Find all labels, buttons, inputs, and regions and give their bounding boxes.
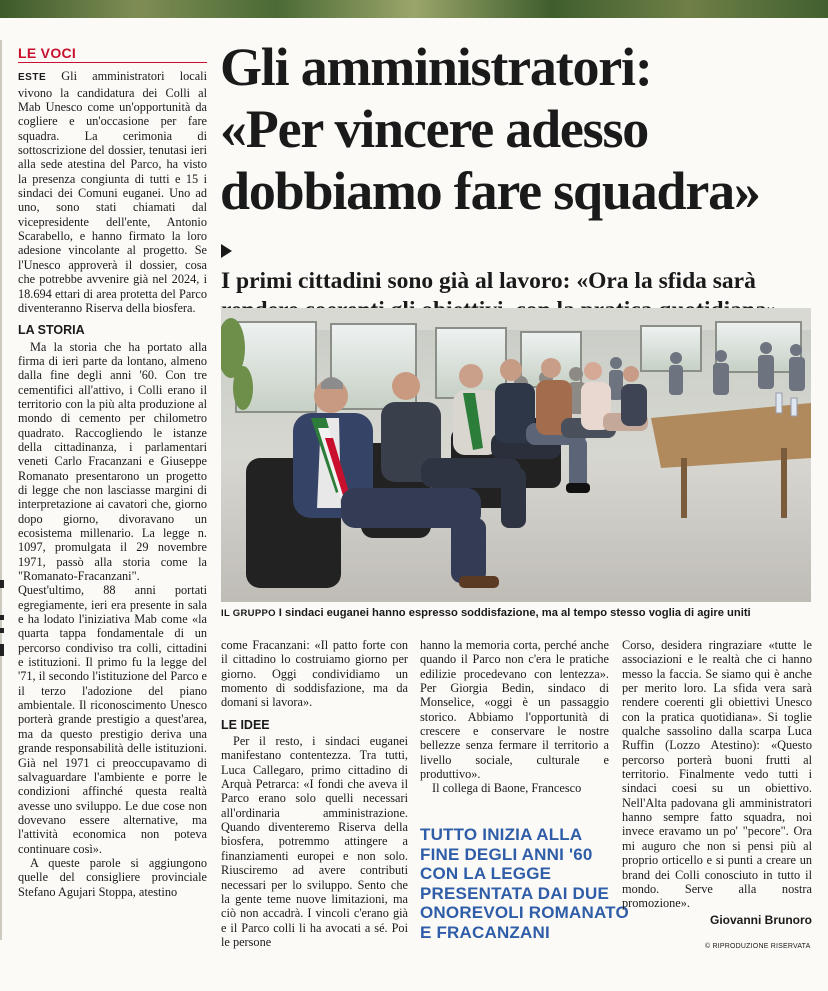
byline: Giovanni Brunoro xyxy=(710,912,812,927)
column-4 xyxy=(622,638,812,927)
pull-quote-line: E FRACANZANI xyxy=(420,922,550,942)
col3-paragraph-2: Il collega di Baone, Francesco xyxy=(432,781,582,796)
intro-paragraph xyxy=(18,69,207,315)
section-title-la-storia: LA STORIA xyxy=(18,323,85,338)
caption-text: I sindaci euganei hanno espresso soddisfazione, ma al tempo stesso voglia di agire uniti xyxy=(278,607,751,619)
headline-line-1: Gli amministratori: xyxy=(220,37,652,97)
previous-article-edge xyxy=(0,40,5,940)
group-photo-illustration xyxy=(221,308,811,602)
column-3 xyxy=(420,638,609,796)
pull-quote xyxy=(420,825,629,942)
col3-paragraph: hanno la memoria corta, perché anche quando il Parco non c'era le pratiche edilizie procedevano con lentezza». Per Giorgia Bedin, sindaco di Monselice, «oggi è un passaggio storico. Abbiamo l'opportunità di crescere e conservare le nostre bellezze senza fermare il territorio a livello sociale, culturale e produttivo». xyxy=(420,638,609,782)
top-photo-strip xyxy=(0,0,828,18)
triangle-bullet-icon xyxy=(221,244,232,258)
col2-paragraph: come Fracanzani: «Il patto forte con il cittadino lo costruiamo giorno per giorno. Oggi condividiamo un momento di soddisfazione, ma da domani si lavora». xyxy=(221,638,408,710)
headline-line-3: dobbiamo fare squadra» xyxy=(220,161,760,221)
copyright-notice: © RIPRODUZIONE RISERVATA xyxy=(705,943,811,950)
pull-quote-line: PRESENTATA DAI DUE xyxy=(420,883,610,903)
col4-paragraph: Corso, desidera ringraziare «tutte le associazioni e le realtà che ci hanno messo la faccia. Se siamo qui è anche per merito loro. La sfida vera sarà rendere coerenti gli obiettivi Unesco con la pratica quotidiana». Si toglie qualche sassolino dalla scarpa Luca Ruffin (Lozzo Atestino): «Questo percorso porterà buoni frutti al territorio. Finalmente vedo tutti i sindaci coesi su un obiettivo. Nell'Alta padovana gli amministratori hanno sempre fatto squadra, noi invece eravamo un po' "pecore". Ora mi auguro che non si pensi più al proprio orticello e si punti a creare un brand dei Colli conosciuto in tutto il mondo. Serve alla nostra promozione». xyxy=(622,638,812,911)
pull-quote-line: CON LA LEGGE xyxy=(420,864,552,883)
storia-paragraph: Ma la storia che ha portato alla firma di ieri parte da lontano, almeno dalla fine degli anni '60. Con tre cementifici all'attivo, i Colli erano il territorio con la più alta produzione al mondo di cemento per chilometro quadrato. Raccogliendo le istanze della cittadinanza, i parlamentari veneti Carlo Fracanzani e Giuseppe Romanato presentarono un progetto di legge che non lasciasse margini di interpretazione ai cavatori che, giorno dopo giorno, divoravano un ecosistema millenario. La legge n. 1097, promulgata il 29 novembre 1971, passò alla storia come la "Romanato-Fracanzani". Quest'ultimo, 88 anni portati egregiamente, ieri era presente in sala e ha lodato l'iniziativa Mab come «la quarta tappa fondamentale di un percorso condiviso tra colli, cittadini e istituzioni. Il primo fu la legge del '71, il secondo l'istituzione del Parco e il terzo l'adozione del piano ambientale. Il riconoscimento Unesco porterà grande prestigio a quest'area, ma da questo prestigio deriva una grande responsabilità delle istituzioni. Già nel 1971 ci preoccupavamo di salvaguardare l'ambiente e porre le condizioni affinché questa realtà avesse uno sviluppo. Le due cose non dovevano essere alternative, ma l'attività economica non poteva continuare così». xyxy=(18,339,207,856)
caption-label: IL GRUPPO xyxy=(221,608,276,619)
kicker-le-voci: LE VOCI xyxy=(18,46,207,63)
photo-caption xyxy=(221,607,821,619)
headline xyxy=(220,36,820,222)
section-title-le-idee: LE IDEE xyxy=(221,717,270,732)
idee-paragraph: Per il resto, i sindaci euganei manifestano contentezza. Tra tutti, Luca Callegaro, primo cittadino di Arquà Petrarca: «I fondi che aveva il Parco erano solo quelli necessari all'ordinaria amministrazione. Quando diventeremo Riserva della biosfera, potremmo attingere a finanziamenti europei e non solo. Riusciremo ad avere contributi necessari per lo sviluppo. Sento che la gente teme nuove limitazioni, ma ciò non accadrà. I vincoli c'erano già e il Parco colli li ha avocati a sé. Poi le persone xyxy=(221,734,408,949)
column-2 xyxy=(221,638,408,949)
pull-quote-line: TUTTO INIZIA ALLA xyxy=(420,825,583,844)
group-photo xyxy=(221,308,811,602)
column-1 xyxy=(18,46,207,899)
subheadline-line-1: I primi cittadini sono già al lavoro: «Ora la sfida sarà xyxy=(221,238,816,296)
pull-quote-line: ONOREVOLI ROMANATO xyxy=(420,903,629,922)
headline-line-2: «Per vincere adesso xyxy=(220,99,649,159)
storia-paragraph-2: A queste parole si aggiungono quelle del consigliere provinciale Stefano Agujari Stoppa, atestino xyxy=(18,855,207,899)
dateline: ESTE xyxy=(18,72,47,84)
intro-text: Gli amministratori locali vivono la candidatura dei Colli al Mab Unesco come un'opportunità da cogliere e un'occasione per fare squadra. La cerimonia di sottoscrizione del dossier, tenutasi ieri alla sede atestina del Parco, ha visto la presenza congiunta di tutti e 15 i sindaci dei Comuni euganei. Uno ad uno, sono stati chiamati dal vicepresidente dell'ente, Antonio Scarabello, e hanno firmato la loro adesione vincolante al progetto. Se l'Unesco approverà il dossier, cosa che potrebbe avvenire già nel 2024, i 18.694 ettari di area protetta del Parco diventeranno Riserva della biosfera. xyxy=(18,69,208,315)
pull-quote-line: FINE DEGLI ANNI '60 xyxy=(420,844,593,864)
